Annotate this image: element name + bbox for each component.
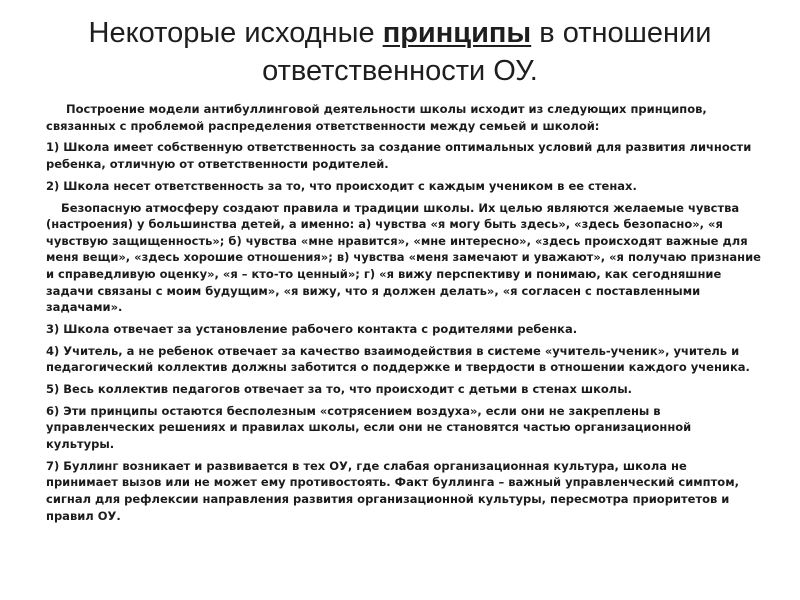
atmosphere-paragraph: Безопасную атмосферу создают правила и традиции школы. Их целью являются желаемые чувства (настроения) у большинства детей, а именно: а) чувства «я могу быть здесь», «здесь безопасно», «я чувствую защищенность»; б) чувства «мне нравится», «мне интересно», «здесь происходят важные для меня вещи», «здесь хорошие отношения»; в) чувства «меня замечают и уважают», «я получаю признание и справедливую оценку», «я – кто-то ценный»; г) «я вижу перспективу и понимаю, как сегодняшние задачи связаны с моим будущим», «я вижу, что я должен делать», «я согласен с поставленными задачами». xyxy=(46,200,761,315)
principle-6: 6) Эти принципы остаются бесполезным «сотрясением воздуха», если они не закреплены в управленческих решениях и правилах школы, если они не становятся частью организационной культуры. xyxy=(46,403,692,451)
principle-2: 2) Школа несет ответственность за то, что происходит с каждым учеником в ее стенах. xyxy=(46,178,637,193)
title-highlight: принципы xyxy=(382,17,532,49)
slide-body xyxy=(46,101,762,529)
principle-1: 1) Школа имеет собственную ответственность за создание оптимальных условий для развития личности ребенка, отличную от ответственности родителей. xyxy=(46,140,752,171)
title-text-part-2: в отношении ответственности ОУ. xyxy=(262,17,712,87)
principle-4: 4) Учитель, а не ребенок отвечает за качество взаимодействия в системе «учитель-ученик», учитель и педагогический коллектив должны заботится о поддержке и твердости в отношении каждого ученика. xyxy=(46,343,750,375)
title-text-part-1: Некоторые исходные xyxy=(88,17,383,49)
slide-title xyxy=(40,14,760,90)
principle-3: 3) Школа отвечает за установление рабочего контакта с родителями ребенка. xyxy=(46,321,578,336)
principle-5: 5) Весь коллектив педагогов отвечает за то, что происходит с детьми в стенах школы. xyxy=(46,382,632,397)
intro-paragraph: Построение модели антибуллинговой деятельности школы исходит из следующих принципов, связанных с проблемой распределения ответственности между семьей и школой: xyxy=(46,102,707,133)
principle-7: 7) Буллинг возникает и развивается в тех ОУ, где слабая организационная культура, школа не принимает вызов или не может ему противостоять. Факт буллинга – важный управленческий симптом, сигнал для рефлексии направления развития организационной культуры, пересмотра приоритетов и правил ОУ. xyxy=(46,458,739,523)
